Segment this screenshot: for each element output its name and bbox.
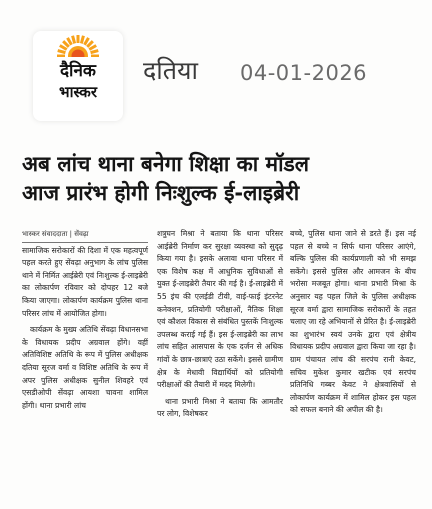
article-column-3	[290, 228, 416, 417]
article-headline	[22, 150, 418, 208]
article-column-1	[22, 228, 148, 412]
article-paragraph: सामाजिक सरोकारों की दिशा में एक महत्वपूर्ण पहल करते हुए सेंवढ़ा अनुभाग के लांच पुलिस थाने में निर्मित आईब्रेरी एवं निःशुल्क ई-लाइब्रेरी का लोकार्पण रविवार को दोपहर 12 बजे किया जाएगा। लोकार्पण कार्यक्रम पुलिस थाना परिसर लांच में आयोजित होगा।	[22, 245, 148, 318]
article-paragraph: थाना प्रभारी मिश्रा ने बताया कि आमतौर पर लोग, विशेषकर	[157, 396, 283, 419]
logo-text-line1: दैनिक	[60, 61, 96, 81]
edition-date: 04-01-2026	[240, 61, 368, 85]
article-paragraph: कार्यक्रम के मुख्य अतिथि सेंवढ़ा विधानसभा के विधायक प्रदीप अग्रवाल होंगे। वहीं अतिविशिष्ट अतिथि के रूप में पुलिस अधीक्षक दतिया सूरज वर्मा व विशिष्ट अतिथि के रूप में अपर पुलिस अधीक्षक सुनील शिवहरे एवं एसडीओपी सेंवढ़ा आयशा चावना शामिल होंगी। थाना प्रभारी लांच	[22, 325, 148, 410]
logo-text-line2: भास्कर	[59, 83, 97, 101]
article-paragraph: शत्रुघन मिश्रा ने बताया कि थाना परिसर आईब्रेरी निर्माण कर सुरक्षा व्यवस्था को सुदृढ़ किया गया है। इसके अलावा थाना परिसर में एक विशेष कक्ष में आधुनिक सुविधाओं से युक्त ई-लाइब्रेरी तैयार की गई है। ई-लाइब्रेरी में 55 इंच की एलईडी टीवी, वाई-फाई इंटरनेट कनेक्शन, प्रतियोगी परीक्षाओं, नैतिक शिक्षा एवं कौशल विकास से संबंधित पुस्तकें निःशुल्क उपलब्ध कराई गई हैं। इस ई-लाइब्रेरी का लाभ लांच सहित आसपास के एक दर्जन से अधिक गांवों के छात्र-छात्राएं उठा सकेंगे। इससे ग्रामीण क्षेत्र के मेधावी विद्यार्थियों को प्रतियोगी परीक्षाओं की तैयारी में मदद मिलेगी।	[157, 229, 283, 390]
headline-line-1: अब लांच थाना बनेगा शिक्षा का मॉडल	[22, 152, 310, 176]
article-paragraph: बच्चे, पुलिस थाना जाने से डरते हैं। इस नई पहल से बच्चे न सिर्फ थाना परिसर आएंगे, बल्कि पुलिस की कार्यप्रणाली को भी समझ सकेंगे। इससे पुलिस और आमजन के बीच भरोसा मजबूत होगा। थाना प्रभारी मिश्रा के अनुसार यह पहल जिले के पुलिस अधीक्षक सूरज वर्मा द्वारा सामाजिक सरोकारों के तहत चलाए जा रहे अभियानों से प्रेरित है। ई-लाइब्रेरी का शुभारंभ स्वयं उनके द्वारा एवं क्षेत्रीय विधायक प्रदीप अग्रवाल द्वारा किया जा रहा है। ग्राम पंचायत लांच की सरपंच रानी केवट, सचिव मुकेश कुमार खटीक एवं सरपंच प्रतिनिधि गब्बर केवट ने क्षेत्रवासियों से लोकार्पण कार्यक्रम में शामिल होकर इस पहल को सफल बनाने की अपील की है।	[290, 229, 416, 415]
headline-line-2: आज प्रारंभ होगी निःशुल्क ई-लाइब्रेरी	[22, 181, 300, 205]
city-name: दतिया	[143, 56, 198, 85]
newspaper-logo	[33, 31, 123, 121]
article-column-2	[157, 228, 283, 421]
byline: भास्कर संवाददाता | सेंवढ़ा	[22, 228, 148, 243]
sun-logo-icon	[57, 35, 99, 57]
